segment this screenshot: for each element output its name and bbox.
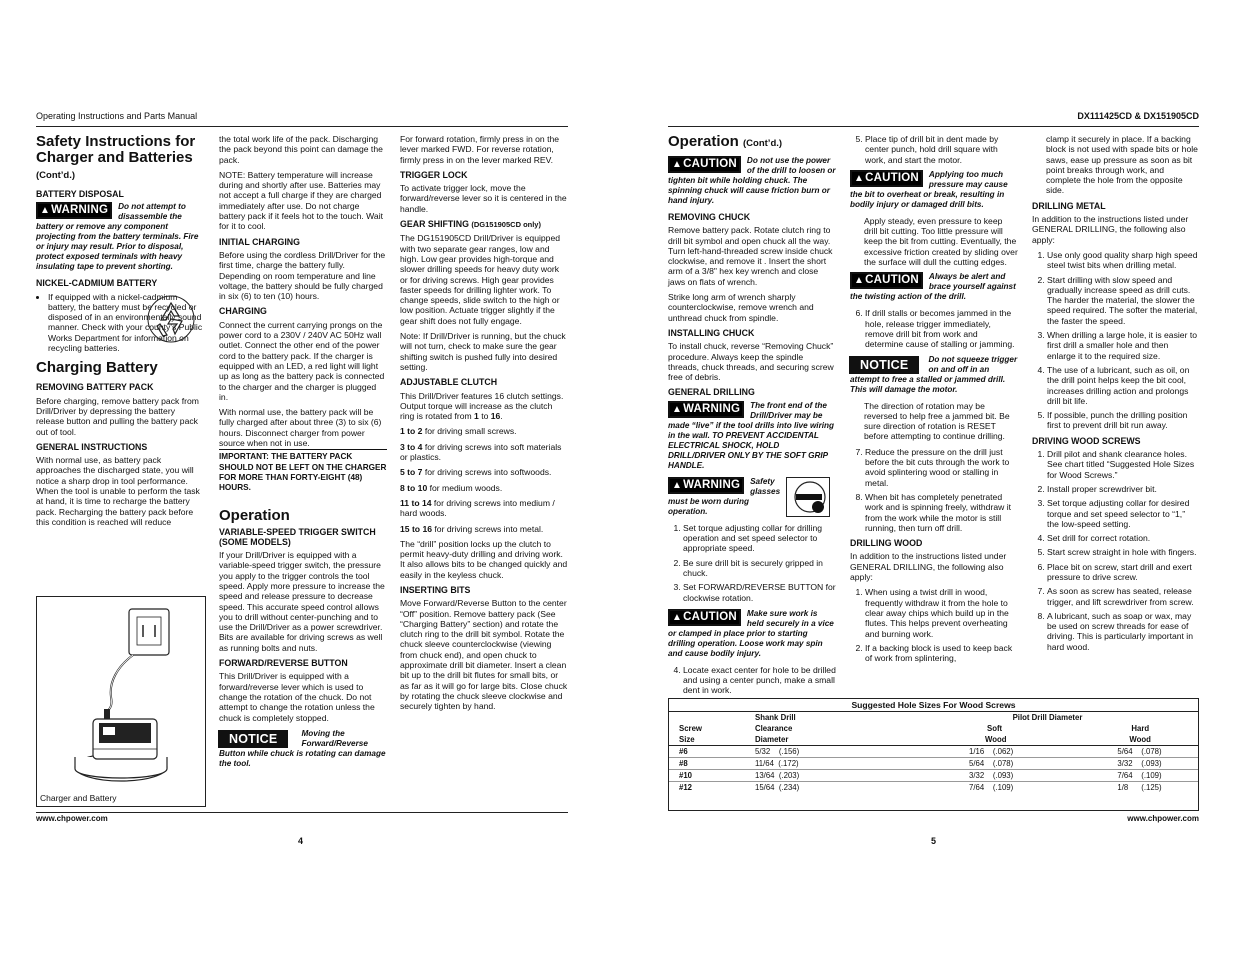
table-header-cell: Screw bbox=[679, 724, 702, 733]
nicad-text: • If equipped with a nickel-cadmium battery, the battery must be recycled or disposed of in an environmentally sound manner. Check with your county’s Public Works Department for information on recycling batteries. bbox=[48, 292, 204, 354]
charger-battery-figure bbox=[36, 596, 206, 807]
clutch-setting: 11 to 14 for driving screws into medium / hard woods. bbox=[400, 497, 555, 519]
charger-battery-illustration bbox=[37, 597, 205, 787]
fwd-rev-heading: FORWARD/REVERSE BUTTON bbox=[219, 658, 348, 669]
caution-chuck: ▲CAUTION Do not use the power of the drill to loosen or tighten bit while holding chuck. The spinning chuck will cause friction burn or hand injury. bbox=[668, 156, 836, 205]
charging-text: Connect the current carrying prongs on the power cord to a 230V / 240V AC 50Hz wall outlet. Connect the other end of the power cord to the battery pack. If the charger is equipped with an LED, a red light will light up as long as the battery pack is connected to the charger and the charger is plugged in. bbox=[219, 319, 385, 402]
table-cell: 5/32 (.156) bbox=[755, 747, 800, 756]
fwd-rev-text: This Drill/Driver is equipped with a forward/reverse lever which is used to change the rotation of the chuck. Do not attempt to change the rotation unless the chuck is completely stopped. bbox=[219, 671, 375, 723]
left-column-3 bbox=[400, 134, 568, 717]
table-cell: 15/64 (.234) bbox=[755, 783, 800, 792]
charging-battery-title: Charging Battery bbox=[36, 359, 158, 377]
table-row bbox=[669, 758, 1198, 770]
strike-text: Strike long arm of wrench sharply counterclockwise, remove wrench and unthread chuck from spindle. bbox=[668, 292, 814, 323]
battery-temp-note: NOTE: Battery temperature will increase during and shortly after use. Batteries may not accept a full charge if they are charged immediately after use. Do not charge battery pack if it feels hot to the touch. Wait for it to cool. bbox=[219, 169, 383, 232]
drilling-step-4 bbox=[668, 665, 836, 696]
table-cell: 5/64 (.078) bbox=[1117, 747, 1162, 756]
left-page-number: 4 bbox=[298, 836, 304, 846]
table-row bbox=[669, 746, 1198, 758]
table-cell: #10 bbox=[679, 771, 693, 780]
initial-charging-text: Before using the cordless Drill/Driver for the first time, charge the battery fully. Depending on room temperature and line voltage, the battery should be fully charged in six (6) to ten (10) hours. bbox=[219, 249, 386, 302]
clutch-settings-list bbox=[400, 426, 568, 533]
table-header-row bbox=[669, 712, 1198, 723]
general-instructions-text: With normal use, as battery pack approaches the discharged state, you will notice a sharp drop in tool performance. When the tool is unable to perform the task at hand, it is time to recharge the battery pack. Recharging the battery pack before this condition is reached will reduce bbox=[36, 455, 200, 527]
table-header-cell: Hard bbox=[1131, 724, 1150, 733]
caution-triangle-icon: ▲ bbox=[672, 159, 683, 170]
table-header-row bbox=[669, 734, 1198, 746]
warning-badge: ▲WARNING bbox=[36, 202, 112, 219]
clutch-setting: 15 to 16 for driving screws into metal. bbox=[400, 523, 544, 534]
adjustable-clutch-text: This Drill/Driver features 16 clutch settings. Output torque will increase as the clutch ring is rotated from 1 to 16. bbox=[400, 390, 564, 422]
battery-disposal-warning: ▲WARNING Do not attempt to disassemble the battery or remove any component projecting from the battery terminals. Fire or injury may result. Prior to disposal, protect exposed terminals with heavy insulating tape to prevent shorting. bbox=[36, 202, 199, 272]
caution-pressure: ▲CAUTION Applying too much pressure may cause the bit to overheat or break, resulting in bodily injury or damaged drill bits. bbox=[850, 169, 1008, 209]
metal-step: 3. When drilling a large hole, it is easier to first drill a smaller hole and then enlarge it to the required size. bbox=[1047, 330, 1199, 361]
metal-step: 5. If possible, punch the drilling position first to prevent drill bit run away. bbox=[1047, 410, 1199, 431]
metal-step: 4. The use of a lubricant, such as oil, on the drill point helps keep the bit cool, increases drilling action and prolongs drill bit life. bbox=[1047, 365, 1199, 406]
nicad-heading: NICKEL-CADMIUM BATTERY bbox=[36, 278, 158, 289]
right-column-3 bbox=[1032, 134, 1199, 657]
drilling-step-5 bbox=[850, 134, 1018, 165]
drilling-wood-text: In addition to the instructions listed under GENERAL DRILLING, the following also apply: bbox=[850, 551, 1007, 583]
caution-badge: ▲CAUTION bbox=[668, 609, 741, 626]
drilling-wood-heading: DRILLING WOOD bbox=[850, 538, 923, 549]
installing-chuck-text: To install chuck, reverse “Removing Chuck” procedure. Always keep the spindle threads, chuck threads, and securing screw free of debris. bbox=[668, 341, 834, 383]
wood-step: 1. When using a twist drill in wood, frequently withdraw it from the hole to clear away chips which build up in the flutes. This helps prevent overheating and burning work. bbox=[865, 587, 1018, 638]
direction-text: The direction of rotation may be reversed to help free a jammed bit. Be sure direction of rotation is RESET before attempting to continue drilling. bbox=[864, 400, 1010, 442]
backing-block-continuation: clamp it securely in place. If a backing block is not used with spade bits or hole saws, ease up pressure as soon as bit point breaks through work, and complete the hole from the opposite side. bbox=[1046, 134, 1198, 196]
fwd-rev-notice: NOTICE Moving the Forward/Reverse Button while chuck is rotating can damage the tool. bbox=[219, 728, 386, 768]
drilling-wood-steps bbox=[850, 587, 1018, 663]
driving-screws-steps bbox=[1032, 449, 1199, 652]
warning-badge: ▲WARNING bbox=[668, 401, 744, 418]
warning-triangle-icon: ▲ bbox=[672, 403, 683, 415]
drilling-metal-steps bbox=[1032, 250, 1199, 431]
table-cell: 1/16 (.062) bbox=[969, 747, 1014, 756]
table-row bbox=[669, 770, 1198, 782]
warning-safety-glasses: ▲WARNING Safety glasses must be worn during operation. bbox=[668, 477, 836, 517]
general-instructions-heading: GENERAL INSTRUCTIONS bbox=[36, 441, 148, 452]
table-header-cell: Size bbox=[679, 735, 695, 744]
table-header-cell: Shank Drill bbox=[755, 713, 796, 722]
wood-step: 2. If a backing block is used to keep back of work from splintering, bbox=[865, 643, 1018, 664]
drilling-step: 3. Set FORWARD/REVERSE BUTTON for clockwise rotation. bbox=[683, 582, 836, 603]
table-header-cell: Wood bbox=[1129, 735, 1151, 744]
removing-chuck-heading: REMOVING CHUCK bbox=[668, 212, 751, 222]
normal-usage-text: With normal use, the battery pack will be fully charged after about three (3) to six (6) hours. Disconnect charger from power source when not in use. bbox=[219, 407, 387, 450]
table-row bbox=[669, 782, 1198, 794]
right-column-1 bbox=[668, 134, 836, 701]
vs-trigger-text: If your Drill/Driver is equipped with a variable-speed trigger switch, the pressure you apply to the trigger controls the tool speed. Apply more pressure to increase the speed and release pressure to decrease speed. This accurate speed control allows you to drill without center-punching and to use the Drill/Driver as a power screwdriver. Bits are available for driving screws as well as running bolts and nuts. bbox=[219, 550, 385, 653]
left-footer-rule bbox=[36, 812, 568, 813]
clutch-setting: 3 to 4 for driving screws into soft materials or plastics. bbox=[400, 441, 562, 463]
trigger-lock-text: To activate trigger lock, move the forward/reverse lever so it is centered in the handle. bbox=[400, 183, 567, 214]
adjustable-clutch-heading: ADJUSTABLE CLUTCH bbox=[400, 377, 498, 388]
table-cell: 3/32 (.093) bbox=[1117, 759, 1162, 768]
safety-glasses-icon bbox=[786, 477, 830, 517]
notice-squeeze: NOTICE Do not squeeze trigger on and off in an attempt to free a stalled or jammed drill. This will damage the motor. bbox=[850, 354, 1018, 394]
hole-sizes-table bbox=[669, 712, 1198, 793]
screw-step: 1. Drill pilot and shank clearance holes. See chart titled “Suggested Hole Sizes for Wood Screws.” bbox=[1047, 449, 1199, 480]
table-cell: 3/32 (.093) bbox=[969, 771, 1014, 780]
screw-step: 3. Set torque adjusting collar for desired torque and set speed selector to “1,” the low-speed setting. bbox=[1047, 498, 1199, 529]
figure-caption: Charger and Battery bbox=[40, 793, 117, 803]
table-cell: 5/64 (.078) bbox=[969, 759, 1014, 768]
gear-note-text: Note: If Drill/Driver is running, but the chuck will not turn, check to make sure the gear shifting switch is pushed fully into desired setting. bbox=[400, 331, 566, 372]
table-header-cell: Soft bbox=[987, 724, 1003, 733]
drilling-steps-7-8 bbox=[850, 447, 1018, 533]
table-cell: 1/8 (.125) bbox=[1117, 783, 1162, 792]
screw-step: 4. Set drill for correct rotation. bbox=[1047, 533, 1199, 543]
drilling-metal-text: In addition to the instructions listed under GENERAL DRILLING, the following also apply: bbox=[1032, 214, 1189, 245]
caution-badge: ▲CAUTION bbox=[850, 272, 923, 289]
warning-triangle-icon: ▲ bbox=[672, 479, 683, 491]
left-column-1 bbox=[36, 134, 204, 532]
table-cell: 7/64 (.109) bbox=[969, 783, 1014, 792]
table-header-cell: Diameter bbox=[755, 735, 789, 744]
right-column-2 bbox=[850, 134, 1018, 668]
installing-chuck-heading: INSTALLING CHUCK bbox=[668, 327, 755, 338]
drill-position-text: The “drill” position locks up the clutch to permit heavy-duty drilling and driving work. It also allows bits to be changed quickly and easily in the keyless chuck. bbox=[400, 538, 568, 580]
notice-badge: NOTICE bbox=[219, 731, 287, 747]
drilling-metal-heading: DRILLING METAL bbox=[1032, 200, 1106, 211]
table-header-cell: Wood bbox=[985, 735, 1007, 744]
table-cell: 13/64 (.203) bbox=[755, 771, 800, 780]
screw-step: 2. Install proper screwdriver bit. bbox=[1047, 484, 1199, 494]
drilling-step: 1. Set torque adjusting collar for drilling operation and set speed selector to appropriate speed. bbox=[683, 523, 836, 554]
right-header-rule bbox=[668, 126, 1199, 127]
steady-pressure-text: Apply steady, even pressure to keep drill bit cutting. Too little pressure will keep the bit from cutting. Eventually, the excessive friction created by sliding over the surface will dull the cutting edges. bbox=[864, 215, 1018, 268]
vs-trigger-heading: VARIABLE-SPEED TRIGGER SWITCH (SOME MODELS) bbox=[219, 526, 376, 547]
screw-step: 8. A lubricant, such as soap or wax, may be used on screw threads for ease of driving. This is particularly important in hard wood. bbox=[1047, 611, 1199, 652]
charging-heading: CHARGING bbox=[219, 306, 267, 317]
drilling-step: 7. Reduce the pressure on the drill just before the bit cuts through the work to avoid splintering wood or stalling in metal. bbox=[865, 447, 1018, 488]
removing-chuck-text: Remove battery pack. Rotate clutch ring to drill bit symbol and open chuck all the way. Turn left-hand-threaded screw inside chuck clockwise, and remove it . Insert the short arm of a 3/8" hex key wrench and close jaws on flats of wrench. bbox=[668, 225, 833, 287]
drilling-step: 8. When bit has completely penetrated work and is spinning freely, withdraw it from the work while the motor is still running, then turn off drill. bbox=[865, 492, 1018, 533]
removing-pack-heading: REMOVING BATTERY PACK bbox=[36, 382, 154, 393]
caution-triangle-icon: ▲ bbox=[854, 172, 865, 184]
initial-charging-heading: INITIAL CHARGING bbox=[219, 236, 300, 247]
clutch-setting: 5 to 7 for driving screws into softwoods. bbox=[400, 467, 552, 478]
battery-disposal-heading: BATTERY DISPOSAL bbox=[36, 189, 124, 199]
drilling-step: 6. If drill stalls or becomes jammed in the hole, release trigger immediately, remove drill bit from work and determine cause of stalling or jamming. bbox=[865, 308, 1018, 349]
table-cell: 7/64 (.109) bbox=[1117, 771, 1162, 780]
table-cell: #6 bbox=[679, 747, 688, 756]
metal-step: 1. Use only good quality sharp high speed steel twist bits when drilling metal. bbox=[1047, 250, 1199, 271]
clutch-setting: 8 to 10 for medium woods. bbox=[400, 482, 503, 493]
drilling-step: 4. Locate exact center for hole to be drilled and using a center punch, make a small dent in work. bbox=[683, 665, 836, 696]
inserting-bits-heading: INSERTING BITS bbox=[400, 584, 471, 595]
driving-screws-heading: DRIVING WOOD SCREWS bbox=[1032, 435, 1141, 446]
hole-sizes-table-box bbox=[668, 698, 1199, 811]
table-cell: #8 bbox=[679, 759, 688, 768]
right-footer-url: www.chpower.com bbox=[1127, 814, 1199, 823]
screw-step: 6. Place bit on screw, start drill and exert pressure to drive screw. bbox=[1047, 562, 1199, 583]
operation-contd-title: Operation (Cont’d.) bbox=[668, 133, 783, 150]
caution-badge: ▲CAUTION bbox=[850, 170, 923, 187]
left-page-header: Operating Instructions and Parts Manual bbox=[36, 111, 198, 121]
caution-triangle-icon: ▲ bbox=[854, 275, 865, 287]
right-page-number: 5 bbox=[931, 836, 937, 846]
drilling-step: 5. Place tip of drill bit in dent made by center punch, hold drill square with work, and start the motor. bbox=[865, 134, 1018, 165]
notice-badge: NOTICE bbox=[850, 357, 918, 373]
drilling-step: 2. Be sure drill bit is securely gripped in chuck. bbox=[683, 558, 836, 579]
recycle-icon bbox=[146, 294, 196, 344]
left-footer-url: www.chpower.com bbox=[36, 814, 108, 823]
drilling-step-6 bbox=[850, 308, 1018, 349]
table-cell: 11/64 (.172) bbox=[755, 759, 799, 768]
operation-title: Operation bbox=[219, 506, 290, 524]
clutch-setting: 1 to 2 for driving small screws. bbox=[400, 426, 517, 437]
left-column-2 bbox=[219, 134, 387, 775]
drilling-steps-1-3 bbox=[668, 523, 836, 603]
caution-brace: ▲CAUTION Always be alert and brace yourself against the twisting action of the drill. bbox=[850, 272, 1016, 302]
caution-badge: ▲CAUTION bbox=[668, 156, 741, 173]
right-page-header: DX111425CD & DX151905CD bbox=[1077, 111, 1199, 121]
gear-shifting-heading: GEAR SHIFTING (DG151905CD only) bbox=[400, 219, 541, 230]
general-drilling-heading: GENERAL DRILLING bbox=[668, 387, 755, 398]
fwd-rotation-text: For forward rotation, firmly press in on the lever marked FWD. For reverse rotation, firmly press in on the lever marked REV. bbox=[400, 134, 560, 165]
screw-step: 7. As soon as screw has seated, release trigger, and lift screwdriver from screw. bbox=[1047, 586, 1199, 607]
table-title: Suggested Hole Sizes For Wood Screws bbox=[669, 700, 1198, 712]
warning-triangle-icon: ▲ bbox=[40, 205, 51, 217]
removing-pack-text: Before charging, remove battery pack from Drill/Driver by depressing the battery release button and pulling the battery pack out of tool. bbox=[36, 395, 199, 437]
table-header-row bbox=[669, 723, 1198, 734]
table-cell: #12 bbox=[679, 783, 693, 792]
gear-shifting-text: The DG151905CD Drill/Driver is equipped with two separate gear ranges, low and high. Low gear provides high-torque and slower drilling speeds for heavy duty work or for driving screws. High gear provides faster speeds for drilling lighter work. To change speeds, slide switch to the high or low position. Actuate trigger slightly if the gear shift does not fully engage. bbox=[400, 233, 561, 326]
table-header-cell: Clearance bbox=[755, 724, 793, 733]
screw-step: 5. Start screw straight in hole with fingers. bbox=[1047, 547, 1199, 557]
table-header-cell: Pilot Drill Diameter bbox=[1012, 713, 1083, 722]
inserting-bits-text: Move Forward/Reverse Button to the center “Off” position. Remove battery pack (See “Charging Battery” section) and rotate the clutch ring to the drill bit symbol. Rotate the chuck sleeve counterclockwise (viewing from chuck end), and open chuck to approximate drill bit diameter. Insert a clean bit up to the drill bit flutes for small bits, or as far as it will go for large bits. Close chuck by rotating the chuck sleeve clockwise and securely tighten by hand. bbox=[400, 598, 568, 712]
nicad-block bbox=[36, 292, 204, 354]
warning-live-wire: ▲WARNING The front end of the Drill/Driver may be made “live” if the tool drills into live wiring in the wall. TO PREVENT ACCIDENTAL ELECTRICAL SHOCK, HOLD DRILL/DRIVER ONLY BY THE SOFT GRIP HANDLE. bbox=[668, 400, 835, 470]
caution-triangle-icon: ▲ bbox=[672, 611, 683, 623]
left-header-rule bbox=[36, 126, 568, 127]
caution-secure-work: ▲CAUTION Make sure work is held securely in a vice or clamped in place prior to starting drilling operation. Loose work may spin and cause bodily injury. bbox=[668, 608, 834, 658]
warning-badge: ▲WARNING bbox=[668, 477, 744, 494]
safety-instructions-title: Safety Instructions for Charger and Batteries (Cont’d.) bbox=[36, 133, 196, 181]
important-text: IMPORTANT: THE BATTERY PACK SHOULD NOT BE LEFT ON THE CHARGER FOR MORE THAN FORTY-EIGHT (48) HOURS. bbox=[219, 452, 387, 493]
work-life-text: the total work life of the pack. Discharging the pack beyond this point can damage the pack. bbox=[219, 134, 383, 165]
trigger-lock-heading: TRIGGER LOCK bbox=[400, 169, 468, 180]
metal-step: 2. Start drilling with slow speed and gradually increase speed as drill cuts. The harder the material, the slower the speed required. The softer the material, the faster the speed. bbox=[1047, 275, 1199, 326]
